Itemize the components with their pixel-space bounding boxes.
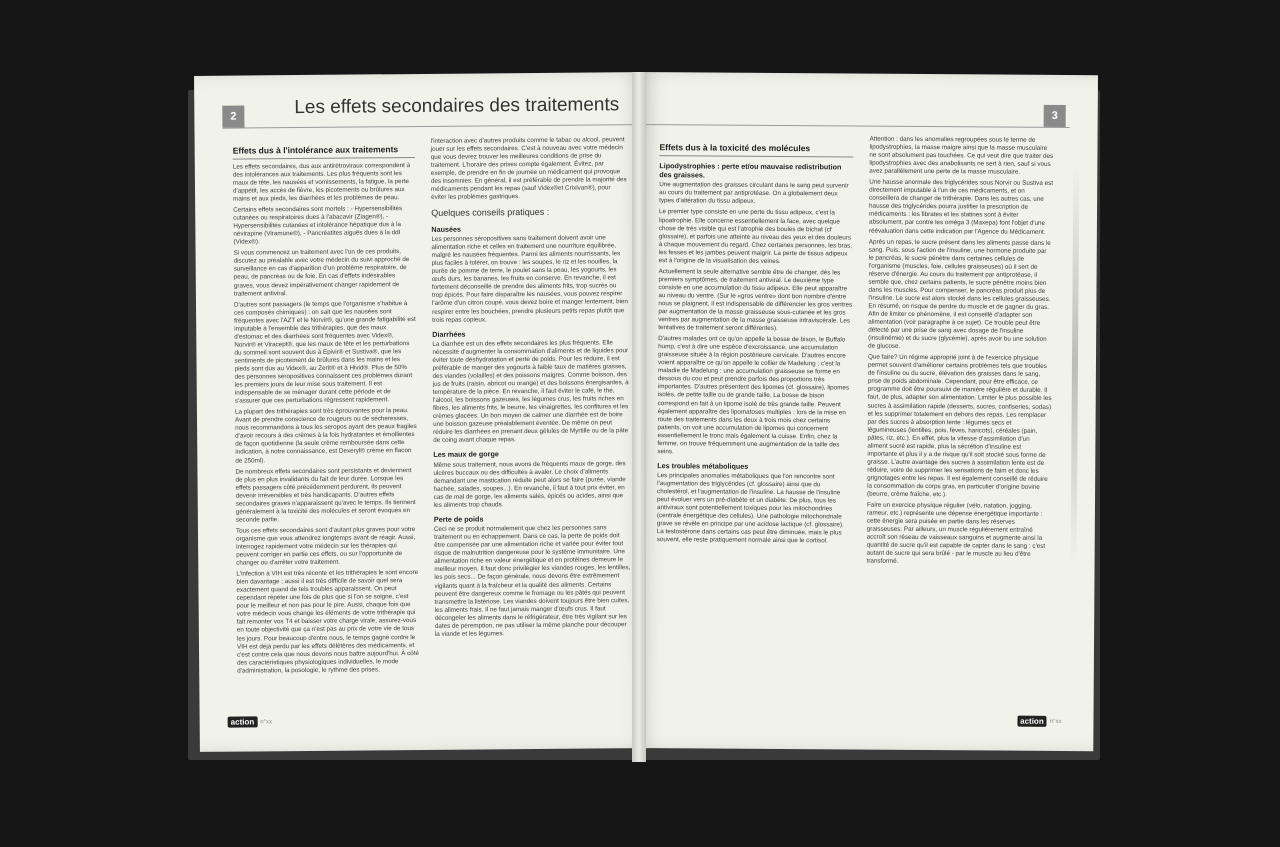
paragraph: D'autres malades ont ce qu'on appelle la bosse de bison, le Buffalo hump, c'est à dire une espèce d'excroissance, une accumulation graisseuse située à la région postérieure cervicale. D'autres encore voient apparaître ce qu'on appelle le collier de Madelung ; c'est la maladie de Madelung : une accumulation graisseuse se forme en dessous du cou et peut prendre parfois des proportions très importantes. D'autres présentent des lipomes (cf. glossaire), lipomes isolés, de petite taille ou de grande taille. La bosse de bison correspond en fait à un lipome isolé de très grande taille. Peuvent également apparaître des lipomatoses multiples : lors de la mise en route des traitements dans les deux à trois mois chez certains patients, on voit une accumulation de lipomes qui concernent essentiellement le tronc mais également la cuisse. Enfin, chez la femme, on trouve fréquemment une augmentation de la taille des seins. (657, 335, 850, 456)
page-footer (228, 716, 272, 727)
page-number: 3 (1044, 105, 1066, 127)
action-logo: action (228, 716, 258, 727)
right-column-2 (867, 136, 1054, 571)
paragraph: Après un repas, le sucre présent dans les aliments passe dans le sang. Puis, sous l'action de l'insuline, une hormone produite par le pancréas, le sucre pénètre dans certaines cellules de l'organisme (muscles, foie, cellules graisseuses) où il sert de réserve d'énergie. Au cours du traitement par antiprotéase, il semble que, chez certains patients, le sucre pénètre moins bien dans les muscles. Pour compenser, le pancréas produit plus de l'insuline. Le sucre est alors stocké dans les cellules graisseuses. En résumé, on risque de perdre du muscle et de gagner du gras. Afin de limiter ce phénomène, il est conseillé d'adapter son alimentation (voir paragraphe à ce sujet). Ce trouble peut être détecté par une prise de sang avec dosage de l'insuline (insulinémie) et du sucre (glycémie), après avoir bu une solution de glucose. (868, 238, 1051, 351)
subsection-heading: Diarrhées (432, 329, 466, 339)
paragraph: L'infection à VIH est très récente et les trithérapies le sont encore bien davantage ; aussi il est très difficile de savoir quel sera exactement quand de tels troubles apparaissent. On peut cependant répéter une fois de plus que si l'on se soigne, c'est pour le meilleur et non pas pour le pire. Aussi, chaque fois que votre médecin vous change les éléments de votre trithérapie qui fait remonter vos T4 et baisser votre charge virale, assurez-vous en toute objectivité que ça n'est pas au prix de votre vie de tous les jours. Pour beaucoup d'entre nous, le temps gagné contre le VIH est déjà perdu par les effets délétères des médicaments, et c'est contre cela que nous devons nous battre aujourd'hui. À côté des caractéristiques physiologiques individuelles, le mode d'administration, la posologie, le rythme des prises, (236, 569, 420, 675)
paragraph: Ceci ne se produit normalement que chez les personnes sans traitement ou en échappement. Dans ce cas, la perte de poids doit être compensée par une alimentation riche et variée pour éviter tout risque de malnutrition dangereuse pour le système immunitaire. Une alimentation riche en valeur énergétique et en protéines demeure le meilleur moyen. Il faut donc privilégier les viandes rouges, les lentilles, les pois secs... De façon générale, nous devons être extrêmement vigilants quant à la fraîcheur et la qualité des aliments. Certains peuvent être dangereux comme le fromage ou les pâtés qui peuvent transmettre la listériose. Les viandes doivent toujours être bien cuites, les aliments frais. Il ne faut jamais manger d'œufs crus. Il faut décongeler les aliments dans le réfrigérateur, être très vigilant sur les dates de péremption, ne pas utiliser la même planche pour découper la viande et les légumes. (433, 524, 631, 638)
page-number: 2 (222, 106, 244, 128)
tips-heading: Quelques conseils pratiques : (431, 207, 550, 219)
paragraph: Une augmentation des graisses circulant dans le sang peut survenir au cours du traitement par antiprotéase. On a globalement deux types d'altération du tissu adipeux. (659, 181, 849, 206)
paragraph: Si vous commencez un traitement avec l'un de ces produits, discutez au préalable avec votre médecin du suivi approché de surveillance en cas d'apparition d'un problème respiratoire, de peau, de pancréas ou de foie. En cas d'effets indésirables graves, vous devez impérativement changer rapidement de traitement antiviral. (233, 248, 410, 298)
issue-label: n°xx (260, 718, 272, 725)
left-column-1 (233, 144, 420, 678)
paragraph: Actuellement la seule alternative semble être de changer, dès les premiers symptômes, de traitement antiviral. Le deuxième type consiste en une accumulation du tissu adipeux. Elle peut apparaître au niveau du ventre. (Sur le «gros ventre» dont bon nombre d'entre nous se plaignent, il est indispensable de différencier les gros ventres par augmentation de la masse graisseuse sous-cutanée et les gros ventres par augmentation de la masse graisseuse intraviscérale. Les tentatives de traitement seront différentes). (658, 267, 853, 333)
page-title: Les effets secondaires des traitements (294, 94, 620, 119)
paragraph: Même sous traitement, nous avons de fréquents maux de gorge, des ulcères buccaux ou des difficultés à avaler. Le choix d'aliments demandant une mastication réduite peut alors se faire (purée, viande hachée, salades, soupes...). En revanche, il faut à tout prix éviter, en cas de mal de gorge, les aliments salés, épicés ou acides, ainsi que les aliments trop chauds. (433, 459, 626, 509)
title-rule (222, 124, 646, 129)
side-gradient-bar (1071, 165, 1080, 565)
paragraph: Les effets secondaires, dus aux antirétroviraux correspondent à des intolérances aux traitements. Les plus fréquents sont les maux de tête, les nausées et vomissements, la fatigue, la perte d'appétit, les accès de fièvre, les picotements ou brûlures aux mains et aux pieds, les diarrhées et les problèmes de peau. (232, 161, 411, 203)
section-heading: Effets dus à l'intolérance aux traitements (233, 144, 415, 159)
page-footer (1017, 716, 1061, 727)
action-logo: action (1017, 716, 1047, 727)
right-column-1 (657, 142, 854, 549)
subsection-heading: Lipodystrophies : perte et/ou mauvaise redistribution des graisses. (659, 161, 842, 180)
title-rule (638, 124, 1070, 128)
subsection-heading: Les maux de gorge (433, 449, 499, 460)
subsection-heading: Les troubles métaboliques (657, 461, 749, 471)
paragraph: La diarrhée est un des effets secondaires les plus fréquents. Elle nécessite d'augmenter la consommation d'aliments et de liquides pour éviter toute déshydratation et perte de poids. Pour les réduire, il est préférable de manger des yogourts à faible taux de matières grasses, des viandes (volailles) et des poissons maigres. Comme boisson, des jus de fruits (raisin, abricot ou orange) et des boissons énergisantes, à température de la pièce. En revanche, il faut éviter le café, le thé, l'alcool, les boissons gazeuses, les légumes crus, les fruits riches en fibres, les aliments frits, le beurre, les vinaigrettes, les confitures et les crèmes glacées. Un bon moyen de calmer une diarrhée est de boire une boisson gazeuse préalablement éventée. De même on peut réduire les diarrhées en prenant deux gélules de Myrtille ou de la pâte de coing avant chaque repas. (432, 339, 629, 445)
right-page (633, 72, 1098, 751)
left-page (194, 72, 652, 752)
section-heading: Effets dus à la toxicité des molécules (659, 142, 853, 157)
gutter (632, 72, 646, 762)
paragraph: Les principales anomalies métaboliques que l'on rencontre sont l'augmentation des triglycérides (cf. glossaire) ainsi que du cholestérol, et l'augmentation de l'insuline. La hausse de l'insuline peut évoluer vers un pré-diabète et un diabète. De plus, tous les antiviraux sont potentiellement toxiques pour les mitochondries (centrale énergétique des cellules). Une pathologie mitochondriale grave se révèle en principe par une acidose lactique (cf. glossaire). La testostérone dans certains cas peut être diminuée, mais le plus souvent, elle reste pratiquement normale ainsi que le cortisol. (656, 472, 844, 545)
paragraph: De nombreux effets secondaires sont persistants et deviennent de plus en plus invalidants du fait de leur durée. Lorsque les effets passagers côté précédemment perdurent, ils peuvent devenir irréversibles et très handicapants. D'autres effets secondaires graves n'apparaissent qu'avec le temps. Ils tiennent généralement à la toxicité des molécules et seront évoqués en seconde partie. (235, 466, 416, 524)
paragraph: La plupart des trithérapies sont très éprouvantes pour la peau. Avant de prendre conscience de rougeurs ou de sécheresses, nous recommandons à tous les seropos ayant des peaux fragiles d'avoir recours à des crèmes à la fois hydratantes et émollientes de façon quotidienne (la seule crème remboursée dans cette indication, à notre connaissance, est Dexeryl® crème en flacon de 250ml). (234, 407, 417, 465)
issue-label: n°xx (1049, 718, 1062, 725)
paragraph: Attention : dans les anomalies regroupées sous le terme de lipodystrophies, la masse maigre ainsi que la masse musculaire ne sont absolument pas touchées. Ce qui veut dire que traiter des lipodystrophies avec des anabolisants ne sert à rien, sauf si vous avez parallèlement une perte de la masse musculaire. (869, 135, 1054, 176)
subsection-heading: Nausées (431, 224, 461, 234)
open-booklet (180, 72, 1110, 762)
paragraph: Une hausse anormale des triglycérides sous Norvir ou Sustiva est directement imputable à l'un de ces médicaments, et on conseillera de changer de trithérapie. Dans les autres cas, une hausse des triglycérides pourra justifier la prescription de médicaments : les fibrates et les statines sont à éviter absolument, par contre les oméga 3 (Maxepa) font l'objet d'une réévaluation dans cette indication par l'Agence du Médicament. (868, 178, 1054, 236)
paragraph: Faire un exercice physique régulier (vélo, natation, jogging, rameur, etc.) représente une dépense énergétique importante : cette énergie sera puisée en partie dans les réserves graisseuses. Par ailleurs, un muscle régulièrement entraîné accroît son réseau de vaisseaux sanguins et augmente ainsi la quantité de sucre qu'il est capable de capter dans le sang : c'est autant de sucre qui sera brûlé - par le muscle au lieu d'être transformé. (866, 501, 1046, 566)
paragraph: Les personnes séropositives sans traitement doivent avoir une alimentation riche et celles en traitement une nourriture équilibrée, malgré les nausées fréquentes. Parmi les aliments nourrissants, les plus faciles à tolérer, on trouve : les soupes, le riz et les nouilles, la purée de pomme de terre, le poulet sans la peau, les yogourts, les œufs durs, les bananes, les fruits en conserve. En revanche, il est fortement déconseillé de prendre des aliments frits, trop sucrés ou trop épicés. Pour faire disparaître les nausées, vous pouvez respirer l'arôme d'un citron coupé, vous devez boire et manger lentement, bien respirer entre les bouchées, prendre plusieurs petits repas plutôt que trois repas copieux. (431, 234, 629, 324)
paragraph: D'autres sont passagers (le temps que l'organisme s'habitue à ces composés chimiques) : on sait que les nausées sont fréquentes avec l'AZT et le Norvir®, qu'une grande fatigabilité est imputable à l'ensemble des trithérapies, que des maux d'estomac et des diarrhées sont fréquentes avec Videx®, Norvir® et Viracept®, que les maux de tête et les perturbations du sommeil sont souvent dus à Epivir® et Sustiva®, que les sentiments de picotement de brûlures dans les mains et les pieds sont dus au Videx®, au Zerit® et à Hivid®. Plus de 50% des personnes séropositives connaissent ces problèmes durant les premiers jours de leur mise sous traitement. Il est indispensable de se ménager durant cette période et de s'assurer que ces perturbations régressent rapidement. (233, 299, 416, 405)
paragraph: Le premier type consiste en une perte du tissu adipeux, c'est la lipoatrophie. Elle concerne essentiellement la face, avec quelque chose de très visible qui est l'atrophie des boules de bichat (cf glossaire), et parfois une atteinte au niveau des yeux et des douleurs à chaque mouvement du regard. Chez certaines personnes, les bras, les fesses et les jambes peuvent maigrir. La perte de tissus adipeux est à l'origine de la visualisation des veines. (658, 208, 853, 265)
paragraph: l'interaction avec d'autres produits comme le tabac ou alcool, peuvent jouer sur les effets secondaires. C'est à nouveau avec votre médecin que vous devrez trouver les meilleures conditions de prise du traitement. L'horaire des prises compte également. Évitez, par exemple, de prendre en fin de journée un médicament qui provoque des insomnies. En général, il est préférable de prendre la majorité des médicaments pendant les repas (sauf Videx®et Crixivan®), pour éviter les problèmes gastriques. (430, 136, 627, 202)
subsection-heading: Perte de poids (433, 514, 484, 524)
paragraph: Certains effets secondaires sont mortels : - Hypersensibilités cutanées ou respiratoires dues à l'abacavir (Ziagen®), - Hypersensibilités cutanées et intolérance hépatique dus à la névirapine (Viramune®), - Pancréatites aiguës dues à la ddI (Videx®). (233, 205, 403, 246)
paragraph: Tous ces effets secondaires sont d'autant plus graves pour votre organisme que vous attendrez longtemps avant de réagir. Aussi, interrogez rapidement votre médecin sur les thérapies qui peuvent corriger en partie ces effets, ou sur l'opportunité de changer ou d'arrêter votre traitement. (235, 525, 416, 567)
paragraph: Que faire? Un régime approprié joint à de l'exercice physique permet souvent d'améliorer certains problèmes tels que troubles de l'insuline ou du sucre, élévation des graisses dans le sang, prise de poids abdominale. Cependant, pour être efficace, ce programme doit être poursuivi de manière régulière et durable. Il faut, de plus, adapter son alimentation. Limiter le plus possible les sucres à assimilation rapide (desserts, sucres, confiseries, sodas) et les supprimer totalement en dehors des repas. Les remplacer par des sucres à absorption lente : légumes secs et légumineuses (lentilles, pois, fèves, haricots), céréales (pain, pâtes, riz, etc.). En effet, plus la vitesse d'assimilation d'un aliment sucré est rapide, plus la sécrétion d'insuline est importante et plus il y a de risque qu'il soit stocké sous forme de graisse. L'autre avantage des sucres à assimilation lente est de réduire, voire de supprimer les sensations de faim et donc les grignotages entre les repas. Il est également conseillé de réduire la consommation de corps gras, en particulier d'origine bovine (beurre, crème fraîche, etc.). (867, 353, 1052, 499)
left-column-2 (431, 136, 631, 642)
